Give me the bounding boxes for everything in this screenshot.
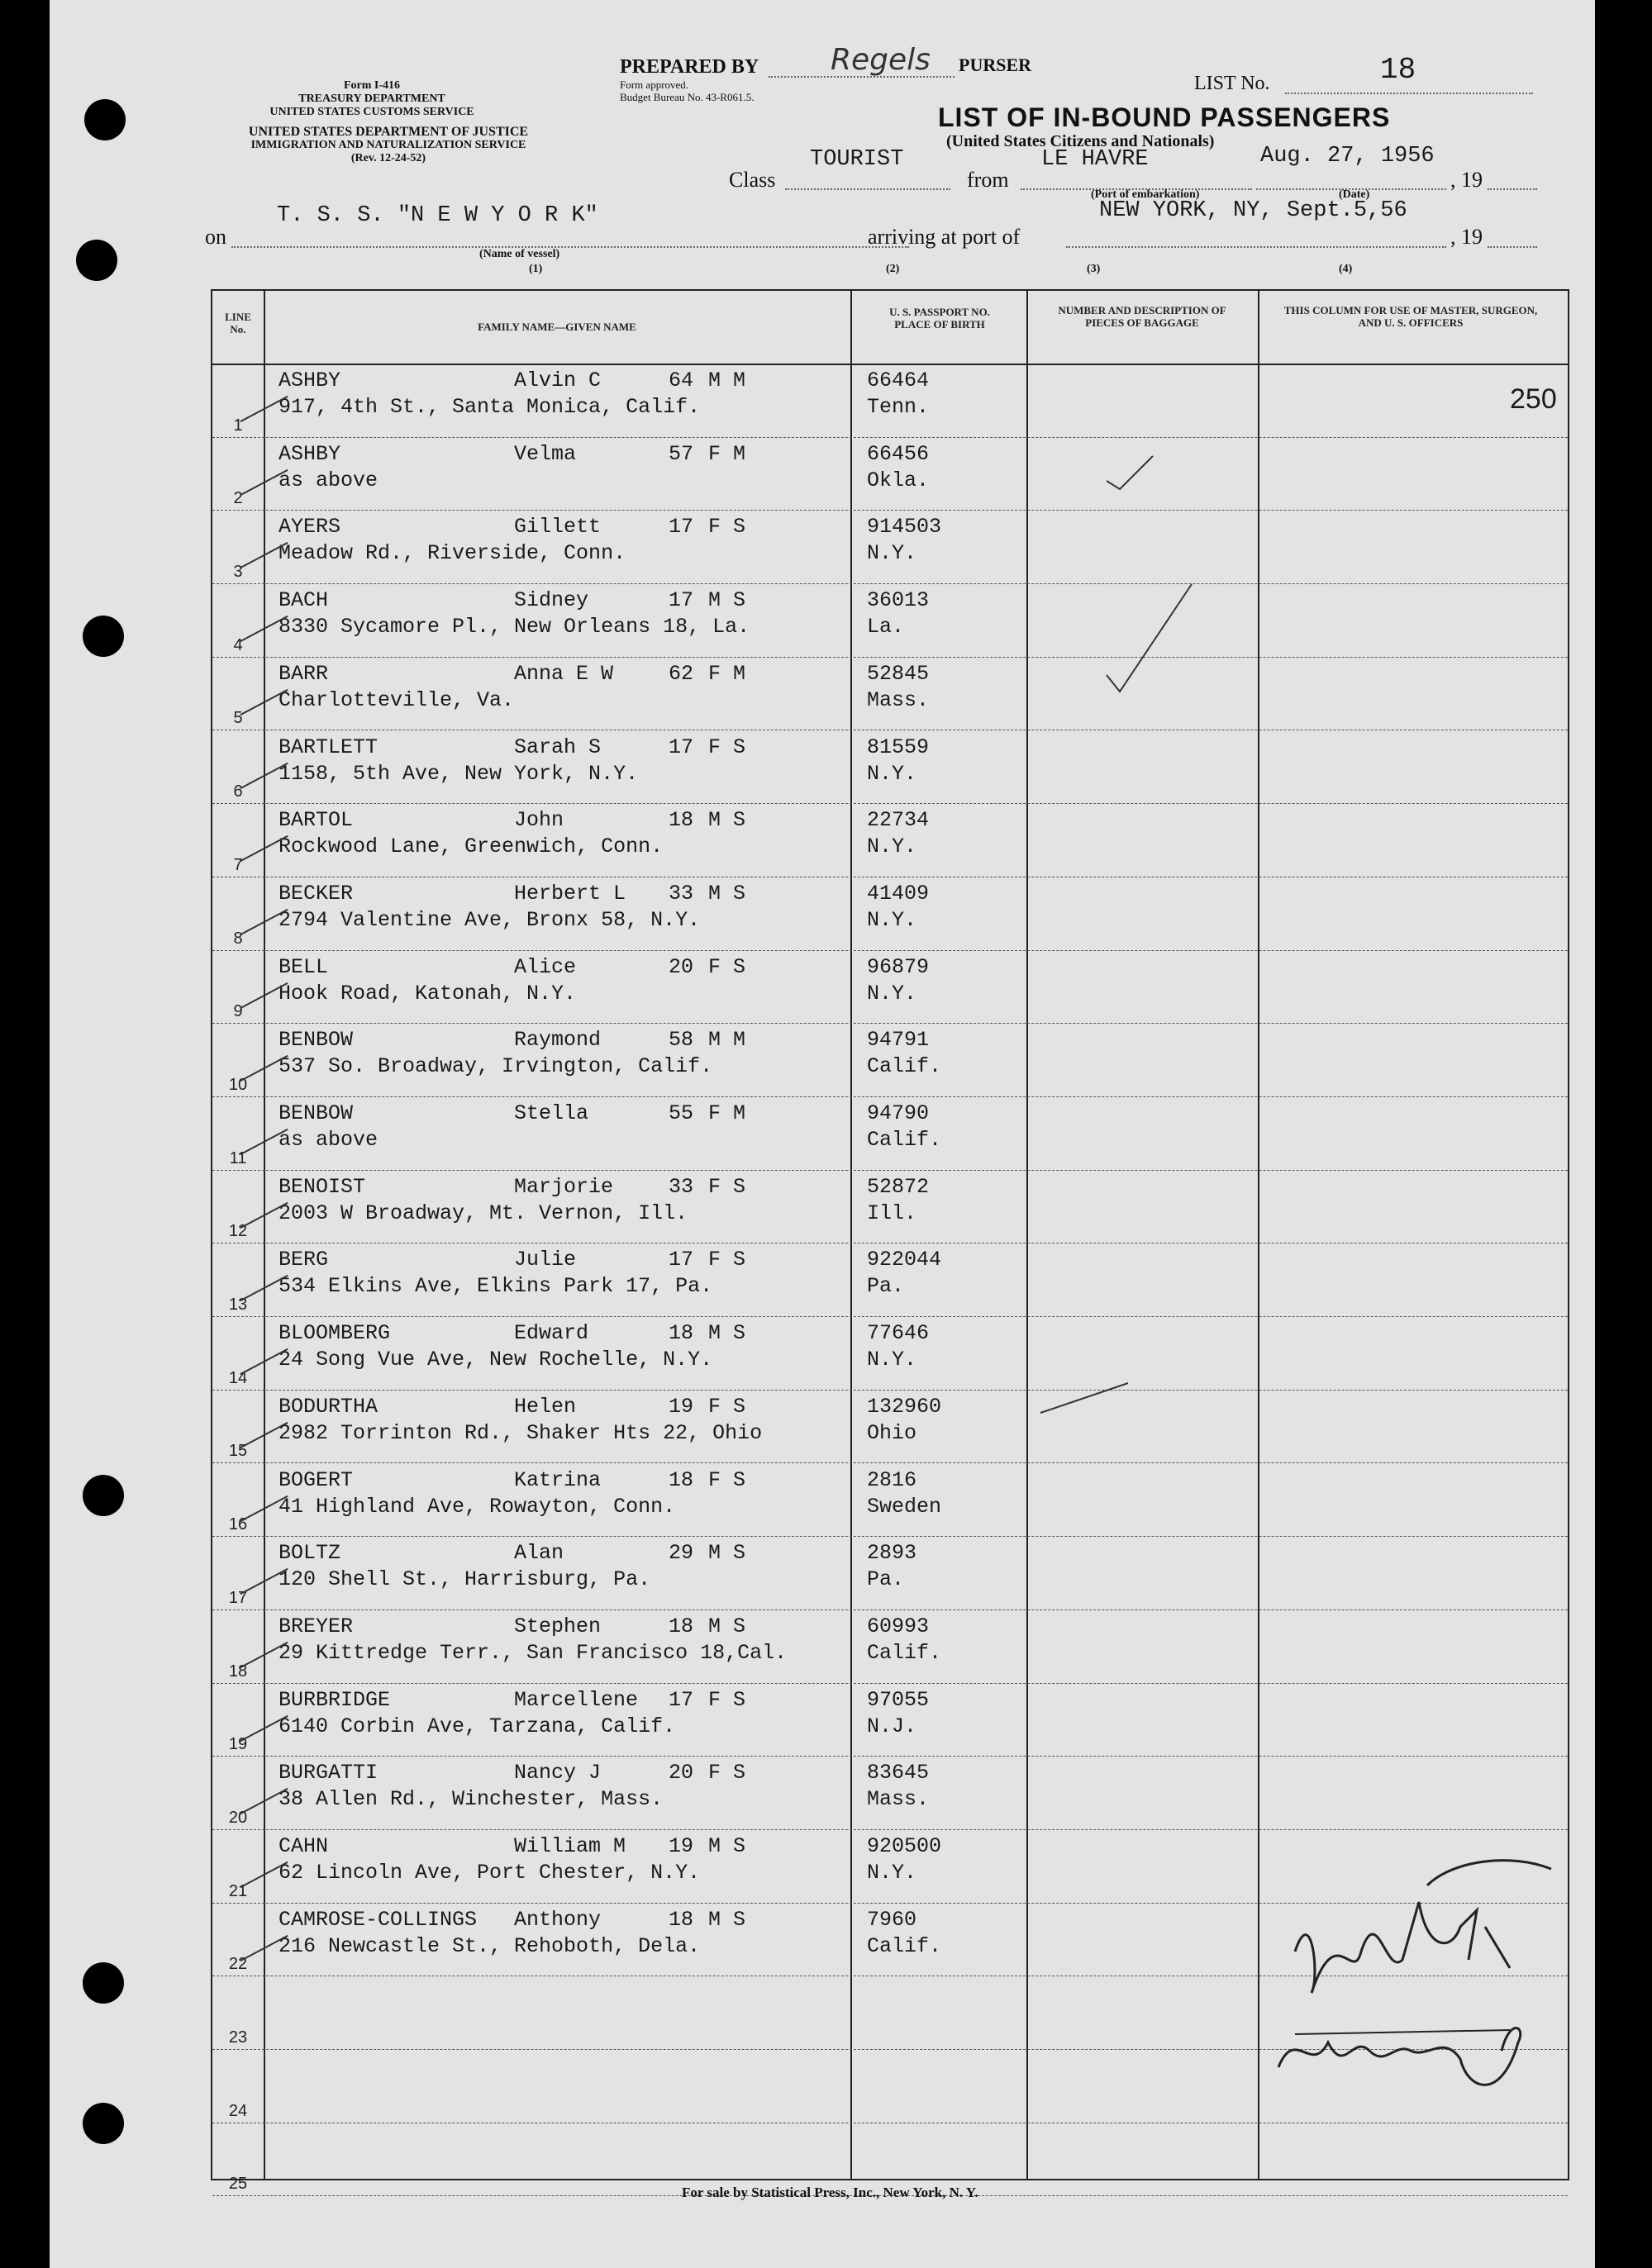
sex-marital: F S: [708, 1394, 746, 1419]
family-name: BERG: [279, 1248, 329, 1272]
header-passport: U. S. PASSPORT NO. PLACE OF BIRTH: [889, 306, 990, 330]
family-name: BENBOW: [279, 1028, 354, 1053]
ins-label: IMMIGRATION AND NATURALIZATION SERVICE: [250, 139, 526, 151]
age: 18: [669, 1614, 694, 1638]
address: Charlotteville, Va.: [279, 687, 515, 712]
address: 8330 Sycamore Pl., New Orleans 18, La.: [279, 615, 750, 640]
family-name: CAHN: [279, 1834, 329, 1858]
table-row: [212, 657, 1568, 731]
date-value: Aug. 27, 1956: [1260, 144, 1435, 169]
line-number: 24: [228, 2101, 248, 2120]
place-of-birth: N.Y.: [867, 907, 917, 932]
given-name: Alvin C: [514, 368, 602, 392]
place-of-birth: Sweden: [867, 1494, 942, 1519]
place-of-birth: N.J.: [867, 1714, 917, 1738]
family-name: BREYER: [279, 1614, 354, 1638]
given-name: Helen: [514, 1394, 577, 1419]
sex-marital: F S: [708, 1174, 746, 1199]
age: 20: [669, 954, 694, 979]
sex-marital: M M: [708, 368, 746, 392]
given-name: Edward: [514, 1321, 589, 1346]
table-row: [212, 1609, 1568, 1684]
given-name: Katrina: [514, 1467, 602, 1492]
place-of-birth: N.Y.: [867, 834, 917, 859]
given-name: Anthony: [514, 1907, 602, 1932]
address: 216 Newcastle St., Rehoboth, Dela.: [279, 1933, 701, 1958]
table-row: [212, 1536, 1568, 1610]
table-row: [212, 1170, 1568, 1244]
address: 2003 W Broadway, Mt. Vernon, Ill.: [279, 1201, 688, 1225]
embark-caption: (Port of embarkation): [1091, 188, 1200, 201]
address: 2794 Valentine Ave, Bronx 58, N.Y.: [279, 907, 701, 932]
given-name: Marjorie: [514, 1174, 614, 1199]
given-name: Herbert L: [514, 881, 626, 906]
given-name: Stephen: [514, 1614, 602, 1638]
sex-marital: M S: [708, 1834, 746, 1858]
header-baggage: NUMBER AND DESCRIPTION OF PIECES OF BAGGAGE: [1058, 304, 1226, 329]
punch-hole: [83, 616, 124, 657]
place-of-birth: Pa.: [867, 1567, 905, 1592]
check-mark-icon: [1039, 1381, 1130, 1415]
sex-marital: M S: [708, 1907, 746, 1932]
age: 55: [669, 1101, 694, 1125]
table-row: [212, 1683, 1568, 1757]
address: 1158, 5th Ave, New York, N.Y.: [279, 761, 639, 786]
treasury-label: TREASURY DEPARTMENT: [298, 93, 445, 105]
line-number: 14: [228, 1368, 248, 1387]
line-number: 4: [233, 635, 243, 654]
family-name: BURGATTI: [279, 1761, 378, 1785]
line-number: 20: [228, 1808, 248, 1827]
passport-number: 81559: [867, 735, 930, 759]
list-no-value: 18: [1380, 53, 1416, 87]
age: 57: [669, 441, 694, 466]
sex-marital: F M: [708, 441, 746, 466]
family-name: ASHBY: [279, 368, 341, 392]
place-of-birth: Mass.: [867, 1787, 930, 1812]
passport-number: 77646: [867, 1321, 930, 1346]
place-of-birth: La.: [867, 615, 905, 640]
line-number: 15: [228, 1442, 248, 1461]
sex-marital: M S: [708, 588, 746, 613]
place-of-birth: N.Y.: [867, 1861, 917, 1885]
place-of-birth: Calif.: [867, 1933, 942, 1958]
line-number: 1: [233, 416, 243, 435]
line-number: 19: [228, 1735, 248, 1754]
age: 29: [669, 1541, 694, 1566]
passport-number: 7960: [867, 1907, 917, 1932]
punch-hole: [84, 99, 126, 140]
age: 19: [669, 1834, 694, 1858]
address: as above: [279, 468, 378, 492]
address: 120 Shell St., Harrisburg, Pa.: [279, 1567, 651, 1592]
form-approved: Form approved.: [620, 78, 689, 91]
age: 19: [669, 1394, 694, 1419]
place-of-birth: N.Y.: [867, 541, 917, 566]
class-value: TOURIST: [810, 147, 904, 172]
passport-number: 83645: [867, 1761, 930, 1785]
passport-number: 2816: [867, 1467, 917, 1492]
age: 17: [669, 735, 694, 759]
age: 64: [669, 368, 694, 392]
table-row: [212, 730, 1568, 805]
table-row: [212, 1756, 1568, 1830]
justice-block: [207, 126, 570, 165]
punch-hole: [76, 240, 117, 281]
family-name: BLOOMBERG: [279, 1321, 391, 1346]
table-row: [212, 437, 1568, 511]
place-of-birth: Ill.: [867, 1201, 917, 1225]
sex-marital: F S: [708, 1687, 746, 1712]
list-subtitle: (United States Citizens and Nationals): [946, 132, 1215, 150]
family-name: AYERS: [279, 515, 341, 540]
address: Meadow Rd., Riverside, Conn.: [279, 541, 626, 566]
passport-number: 66464: [867, 368, 930, 392]
sex-marital: F S: [708, 1761, 746, 1785]
sex-marital: F S: [708, 1248, 746, 1272]
family-name: ASHBY: [279, 441, 341, 466]
address: 62 Lincoln Ave, Port Chester, N.Y.: [279, 1861, 701, 1885]
table-row: [212, 1390, 1568, 1464]
age: 62: [669, 661, 694, 686]
col-num-1: (1): [529, 263, 543, 275]
line-number: 2: [233, 489, 243, 508]
family-name: CAMROSE-COLLINGS: [279, 1907, 478, 1932]
col-num-4: (4): [1339, 263, 1353, 275]
line-number: 7: [233, 855, 243, 874]
col-num-3: (3): [1087, 263, 1101, 275]
form-number: Form I-416: [343, 79, 401, 92]
table-row: [212, 583, 1568, 658]
family-name: BOGERT: [279, 1467, 354, 1492]
on-label: on: [205, 225, 226, 249]
passport-number: 41409: [867, 881, 930, 906]
date-caption: (Date): [1339, 188, 1370, 201]
passport-number: 22734: [867, 808, 930, 833]
check-mark-icon: [1105, 452, 1154, 493]
purser-label: PURSER: [959, 55, 1032, 75]
customs-label: UNITED STATES CUSTOMS SERVICE: [269, 106, 474, 118]
place-of-birth: Pa.: [867, 1274, 905, 1299]
address: 38 Allen Rd., Winchester, Mass.: [279, 1787, 664, 1812]
place-of-birth: Mass.: [867, 687, 930, 712]
passport-number: 922044: [867, 1248, 942, 1272]
vessel-value: T. S. S. "N E W Y O R K": [277, 203, 598, 228]
address: 6140 Corbin Ave, Tarzana, Calif.: [279, 1714, 676, 1738]
age: 33: [669, 881, 694, 906]
passport-number: 36013: [867, 588, 930, 613]
sex-marital: M S: [708, 1321, 746, 1346]
given-name: Anna E W: [514, 661, 614, 686]
passport-number: 60993: [867, 1614, 930, 1638]
given-name: Julie: [514, 1248, 577, 1272]
line-number: 12: [228, 1222, 248, 1241]
passport-number: 132960: [867, 1394, 942, 1419]
given-name: William M: [514, 1834, 626, 1858]
sex-marital: M S: [708, 808, 746, 833]
footer-note: For sale by Statistical Press, Inc., New York, N. Y.: [682, 2185, 978, 2200]
given-name: Sarah S: [514, 735, 602, 759]
address: 24 Song Vue Ave, New Rochelle, N.Y.: [279, 1348, 713, 1372]
passport-number: 96879: [867, 954, 930, 979]
line-number: 18: [228, 1662, 248, 1681]
line-number: 16: [228, 1515, 248, 1534]
family-name: BOLTZ: [279, 1541, 341, 1566]
address: Hook Road, Katonah, N.Y.: [279, 981, 577, 1006]
from-value: LE HAVRE: [1041, 147, 1149, 172]
place-of-birth: Tenn.: [867, 395, 930, 419]
arriving-label: arriving at port of: [868, 225, 1021, 249]
age: 17: [669, 588, 694, 613]
list-no-label: LIST No.: [1194, 73, 1270, 94]
form-agency-block: [207, 79, 537, 119]
given-name: Nancy J: [514, 1761, 602, 1785]
place-of-birth: Ohio: [867, 1420, 917, 1445]
address: 29 Kittredge Terr., San Francisco 18,Cal.: [279, 1640, 788, 1665]
prepared-by-value: Regels: [831, 43, 931, 77]
address: Rockwood Lane, Greenwich, Conn.: [279, 834, 664, 859]
table-row: [212, 877, 1568, 951]
given-name: Alice: [514, 954, 577, 979]
age: 18: [669, 1467, 694, 1492]
check-mark-icon: [1105, 580, 1196, 696]
sex-marital: F S: [708, 515, 746, 540]
table-row: [212, 1096, 1568, 1171]
given-name: John: [514, 808, 564, 833]
punch-hole: [83, 1962, 124, 2004]
passport-number: 914503: [867, 515, 942, 540]
sex-marital: M S: [708, 1614, 746, 1638]
line-number: 10: [228, 1075, 248, 1094]
sex-marital: F S: [708, 1467, 746, 1492]
line-number: 5: [233, 709, 243, 728]
sex-marital: F M: [708, 661, 746, 686]
age: 33: [669, 1174, 694, 1199]
line-number: 8: [233, 929, 243, 948]
age: 17: [669, 1248, 694, 1272]
address: 2982 Torrinton Rd., Shaker Hts 22, Ohio: [279, 1420, 763, 1445]
header-officers: THIS COLUMN FOR USE OF MASTER, SURGEON, AND U. S. OFFICERS: [1283, 304, 1538, 329]
place-of-birth: N.Y.: [867, 1348, 917, 1372]
line-number: 21: [228, 1881, 248, 1900]
place-of-birth: Okla.: [867, 468, 930, 492]
table-row: [212, 803, 1568, 877]
punch-hole: [83, 1475, 124, 1516]
passport-number: 94791: [867, 1028, 930, 1053]
place-of-birth: Calif.: [867, 1054, 942, 1079]
address: 41 Highland Ave, Rowayton, Conn.: [279, 1494, 676, 1519]
table-row: [212, 364, 1568, 438]
family-name: BECKER: [279, 881, 354, 906]
sex-marital: M M: [708, 1028, 746, 1053]
year-prefix-1: , 19: [1450, 168, 1483, 192]
given-name: Gillett: [514, 515, 602, 540]
family-name: BENBOW: [279, 1101, 354, 1125]
sex-marital: F S: [708, 735, 746, 759]
arrival-value: NEW YORK, NY, Sept.5,56: [1099, 198, 1407, 223]
passport-number: 52872: [867, 1174, 930, 1199]
family-name: BELL: [279, 954, 329, 979]
family-name: BACH: [279, 588, 329, 613]
age: 17: [669, 515, 694, 540]
age: 18: [669, 1907, 694, 1932]
header-name: FAMILY NAME—GIVEN NAME: [478, 321, 636, 333]
family-name: BURBRIDGE: [279, 1687, 391, 1712]
officer-signature: [1262, 1852, 1559, 2109]
line-number: 25: [228, 2175, 248, 2194]
sex-marital: F S: [708, 954, 746, 979]
from-label: from: [967, 168, 1009, 192]
punch-hole: [83, 2103, 124, 2144]
line-number: 3: [233, 563, 243, 582]
passport-number: 94790: [867, 1101, 930, 1125]
passport-number: 2893: [867, 1541, 917, 1566]
place-of-birth: Calif.: [867, 1128, 942, 1152]
sex-marital: M S: [708, 1541, 746, 1566]
col-num-2: (2): [886, 263, 900, 275]
line-number: 22: [228, 1955, 248, 1974]
table-row: [212, 1023, 1568, 1097]
age: 18: [669, 1321, 694, 1346]
line-number: 13: [228, 1296, 248, 1315]
list-title: LIST OF IN-BOUND PASSENGERS: [938, 102, 1391, 132]
given-name: Alan: [514, 1541, 564, 1566]
sex-marital: F M: [708, 1101, 746, 1125]
age: 58: [669, 1028, 694, 1053]
family-name: BARR: [279, 661, 329, 686]
line-number: 23: [228, 2028, 248, 2047]
place-of-birth: N.Y.: [867, 981, 917, 1006]
budget-number: Budget Bureau No. 43-R061.5.: [620, 91, 755, 103]
rev-label: (Rev. 12-24-52): [350, 152, 426, 164]
header-line-no: LINE No.: [225, 311, 251, 335]
vessel-caption: (Name of vessel): [479, 248, 560, 260]
age: 20: [669, 1761, 694, 1785]
table-row: [212, 1316, 1568, 1391]
line-number: 9: [233, 1002, 243, 1021]
given-name: Marcellene: [514, 1687, 639, 1712]
given-name: Sidney: [514, 588, 589, 613]
class-label: Class: [729, 168, 776, 192]
passport-number: 97055: [867, 1687, 930, 1712]
age: 18: [669, 808, 694, 833]
table-row: [212, 510, 1568, 584]
table-row: [212, 950, 1568, 1025]
line-number: 6: [233, 782, 243, 801]
passport-number: 52845: [867, 661, 930, 686]
family-name: BENOIST: [279, 1174, 366, 1199]
address: as above: [279, 1128, 378, 1152]
sex-marital: M S: [708, 881, 746, 906]
family-name: BARTOL: [279, 808, 354, 833]
line-number: 11: [229, 1148, 247, 1167]
age: 17: [669, 1687, 694, 1712]
given-name: Stella: [514, 1101, 589, 1125]
place-of-birth: Calif.: [867, 1640, 942, 1665]
manifest-page: [50, 0, 1595, 2268]
family-name: BARTLETT: [279, 735, 378, 759]
address: 534 Elkins Ave, Elkins Park 17, Pa.: [279, 1274, 713, 1299]
family-name: BODURTHA: [279, 1394, 378, 1419]
passport-number: 66456: [867, 441, 930, 466]
given-name: Velma: [514, 441, 577, 466]
line-number: 17: [228, 1588, 248, 1607]
address: 537 So. Broadway, Irvington, Calif.: [279, 1054, 713, 1079]
passport-number: 920500: [867, 1834, 942, 1858]
address: 917, 4th St., Santa Monica, Calif.: [279, 395, 701, 419]
given-name: Raymond: [514, 1028, 602, 1053]
prepared-by-label: PREPARED BY: [620, 56, 759, 78]
justice-label: UNITED STATES DEPARTMENT OF JUSTICE: [248, 125, 529, 139]
annotation-250: 250: [1510, 383, 1557, 415]
table-row: [212, 1243, 1568, 1317]
year-prefix-2: , 19: [1450, 225, 1483, 249]
place-of-birth: N.Y.: [867, 761, 917, 786]
table-row: [212, 1463, 1568, 1538]
